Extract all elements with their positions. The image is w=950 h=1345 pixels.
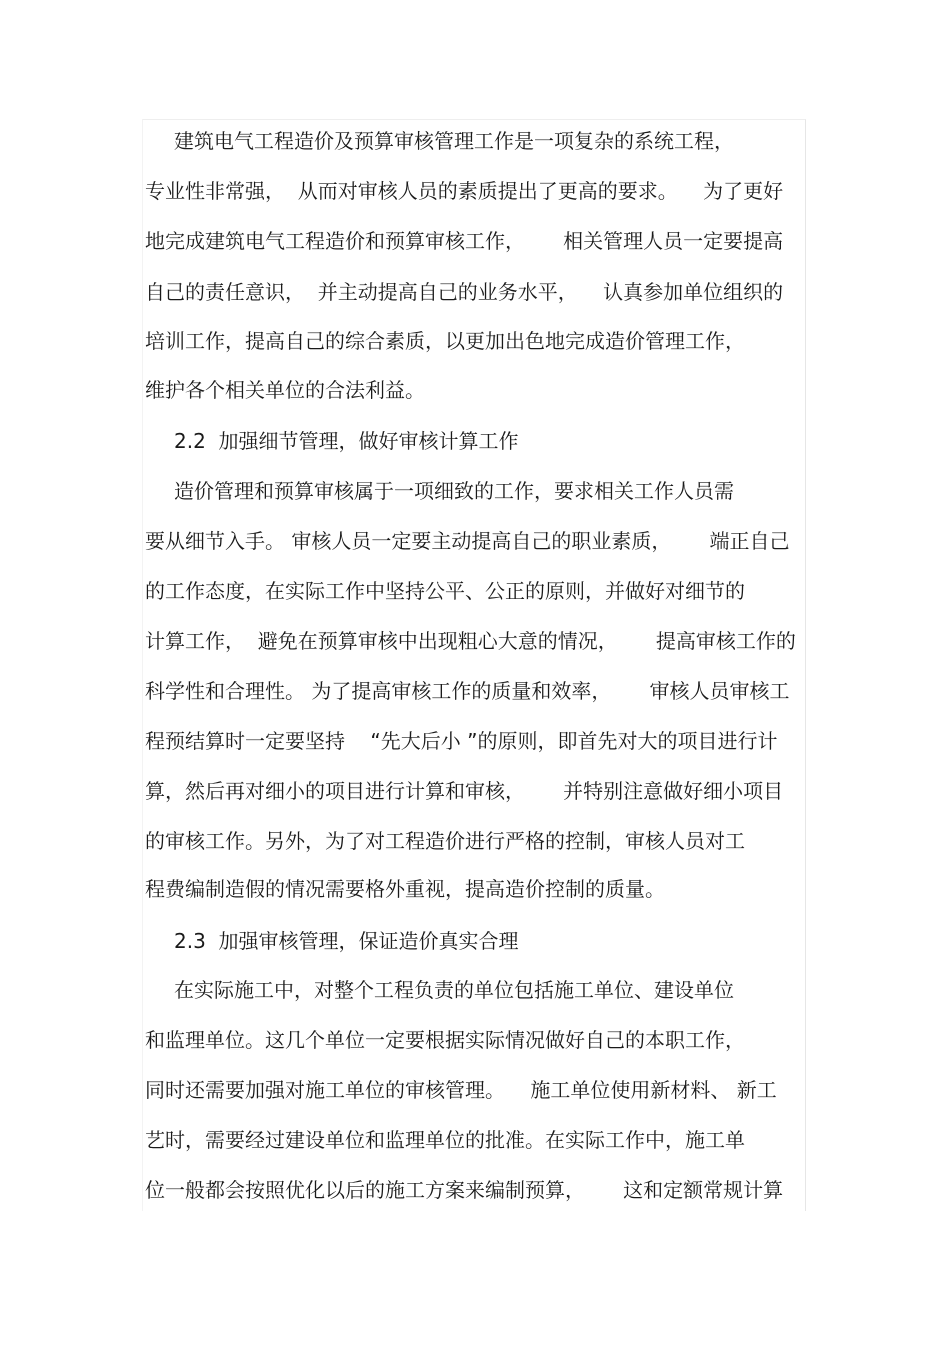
paragraph-line: 程预结算时一定要坚持 “先大后小 ”的原则，即首先对大的项目进行计 (145, 729, 778, 753)
paragraph-line: 专业性非常强， 从而对审核人员的素质提出了更高的要求。 为了更好 (145, 179, 784, 203)
paragraph-line: 在实际施工中，对整个工程负责的单位包括施工单位、建设单位 (174, 978, 734, 1002)
paragraph-line: 的工作态度，在实际工作中坚持公平、公正的原则，并做好对细节的 (145, 579, 745, 603)
paragraph-line: 和监理单位。这几个单位一定要根据实际情况做好自己的本职工作， (145, 1028, 745, 1052)
paragraph-line: 计算工作， 避免在预算审核中出现粗心大意的情况， 提高审核工作的 (145, 629, 796, 653)
section-heading: 2.2 加强细节管理，做好审核计算工作 (174, 429, 519, 453)
paragraph-line: 同时还需要加强对施工单位的审核管理。 施工单位使用新材料、 新工 (145, 1078, 777, 1102)
paragraph-line: 位一般都会按照优化以后的施工方案来编制预算， 这和定额常规计算 (145, 1178, 784, 1202)
section-heading: 2.3 加强审核管理，保证造价真实合理 (174, 929, 519, 953)
paragraph-line: 要从细节入手。 审核人员一定要主动提高自己的职业素质， 端正自己 (145, 529, 790, 553)
paragraph-line: 地完成建筑电气工程造价和预算审核工作， 相关管理人员一定要提高 (145, 229, 784, 253)
paragraph-line: 建筑电气工程造价及预算审核管理工作是一项复杂的系统工程， (174, 129, 734, 153)
paragraph-line: 科学性和合理性。 为了提高审核工作的质量和效率， 审核人员审核工 (145, 679, 790, 703)
paragraph-line: 算，然后再对细小的项目进行计算和审核， 并特别注意做好细小项目 (145, 779, 784, 803)
paragraph-line: 程费编制造假的情况需要格外重视，提高造价控制的质量。 (145, 877, 665, 901)
paragraph-line: 的审核工作。另外，为了对工程造价进行严格的控制，审核人员对工 (145, 829, 745, 853)
paragraph-line: 造价管理和预算审核属于一项细致的工作，要求相关工作人员需 (174, 479, 734, 503)
paragraph-line: 培训工作，提高自己的综合素质，以更加出色地完成造价管理工作， (145, 329, 745, 353)
paragraph-line: 艺时，需要经过建设单位和监理单位的批准。在实际工作中，施工单 (145, 1128, 745, 1152)
paragraph-line: 维护各个相关单位的合法利益。 (145, 378, 425, 402)
paragraph-line: 自己的责任意识， 并主动提高自己的业务水平， 认真参加单位组织的 (145, 280, 784, 304)
